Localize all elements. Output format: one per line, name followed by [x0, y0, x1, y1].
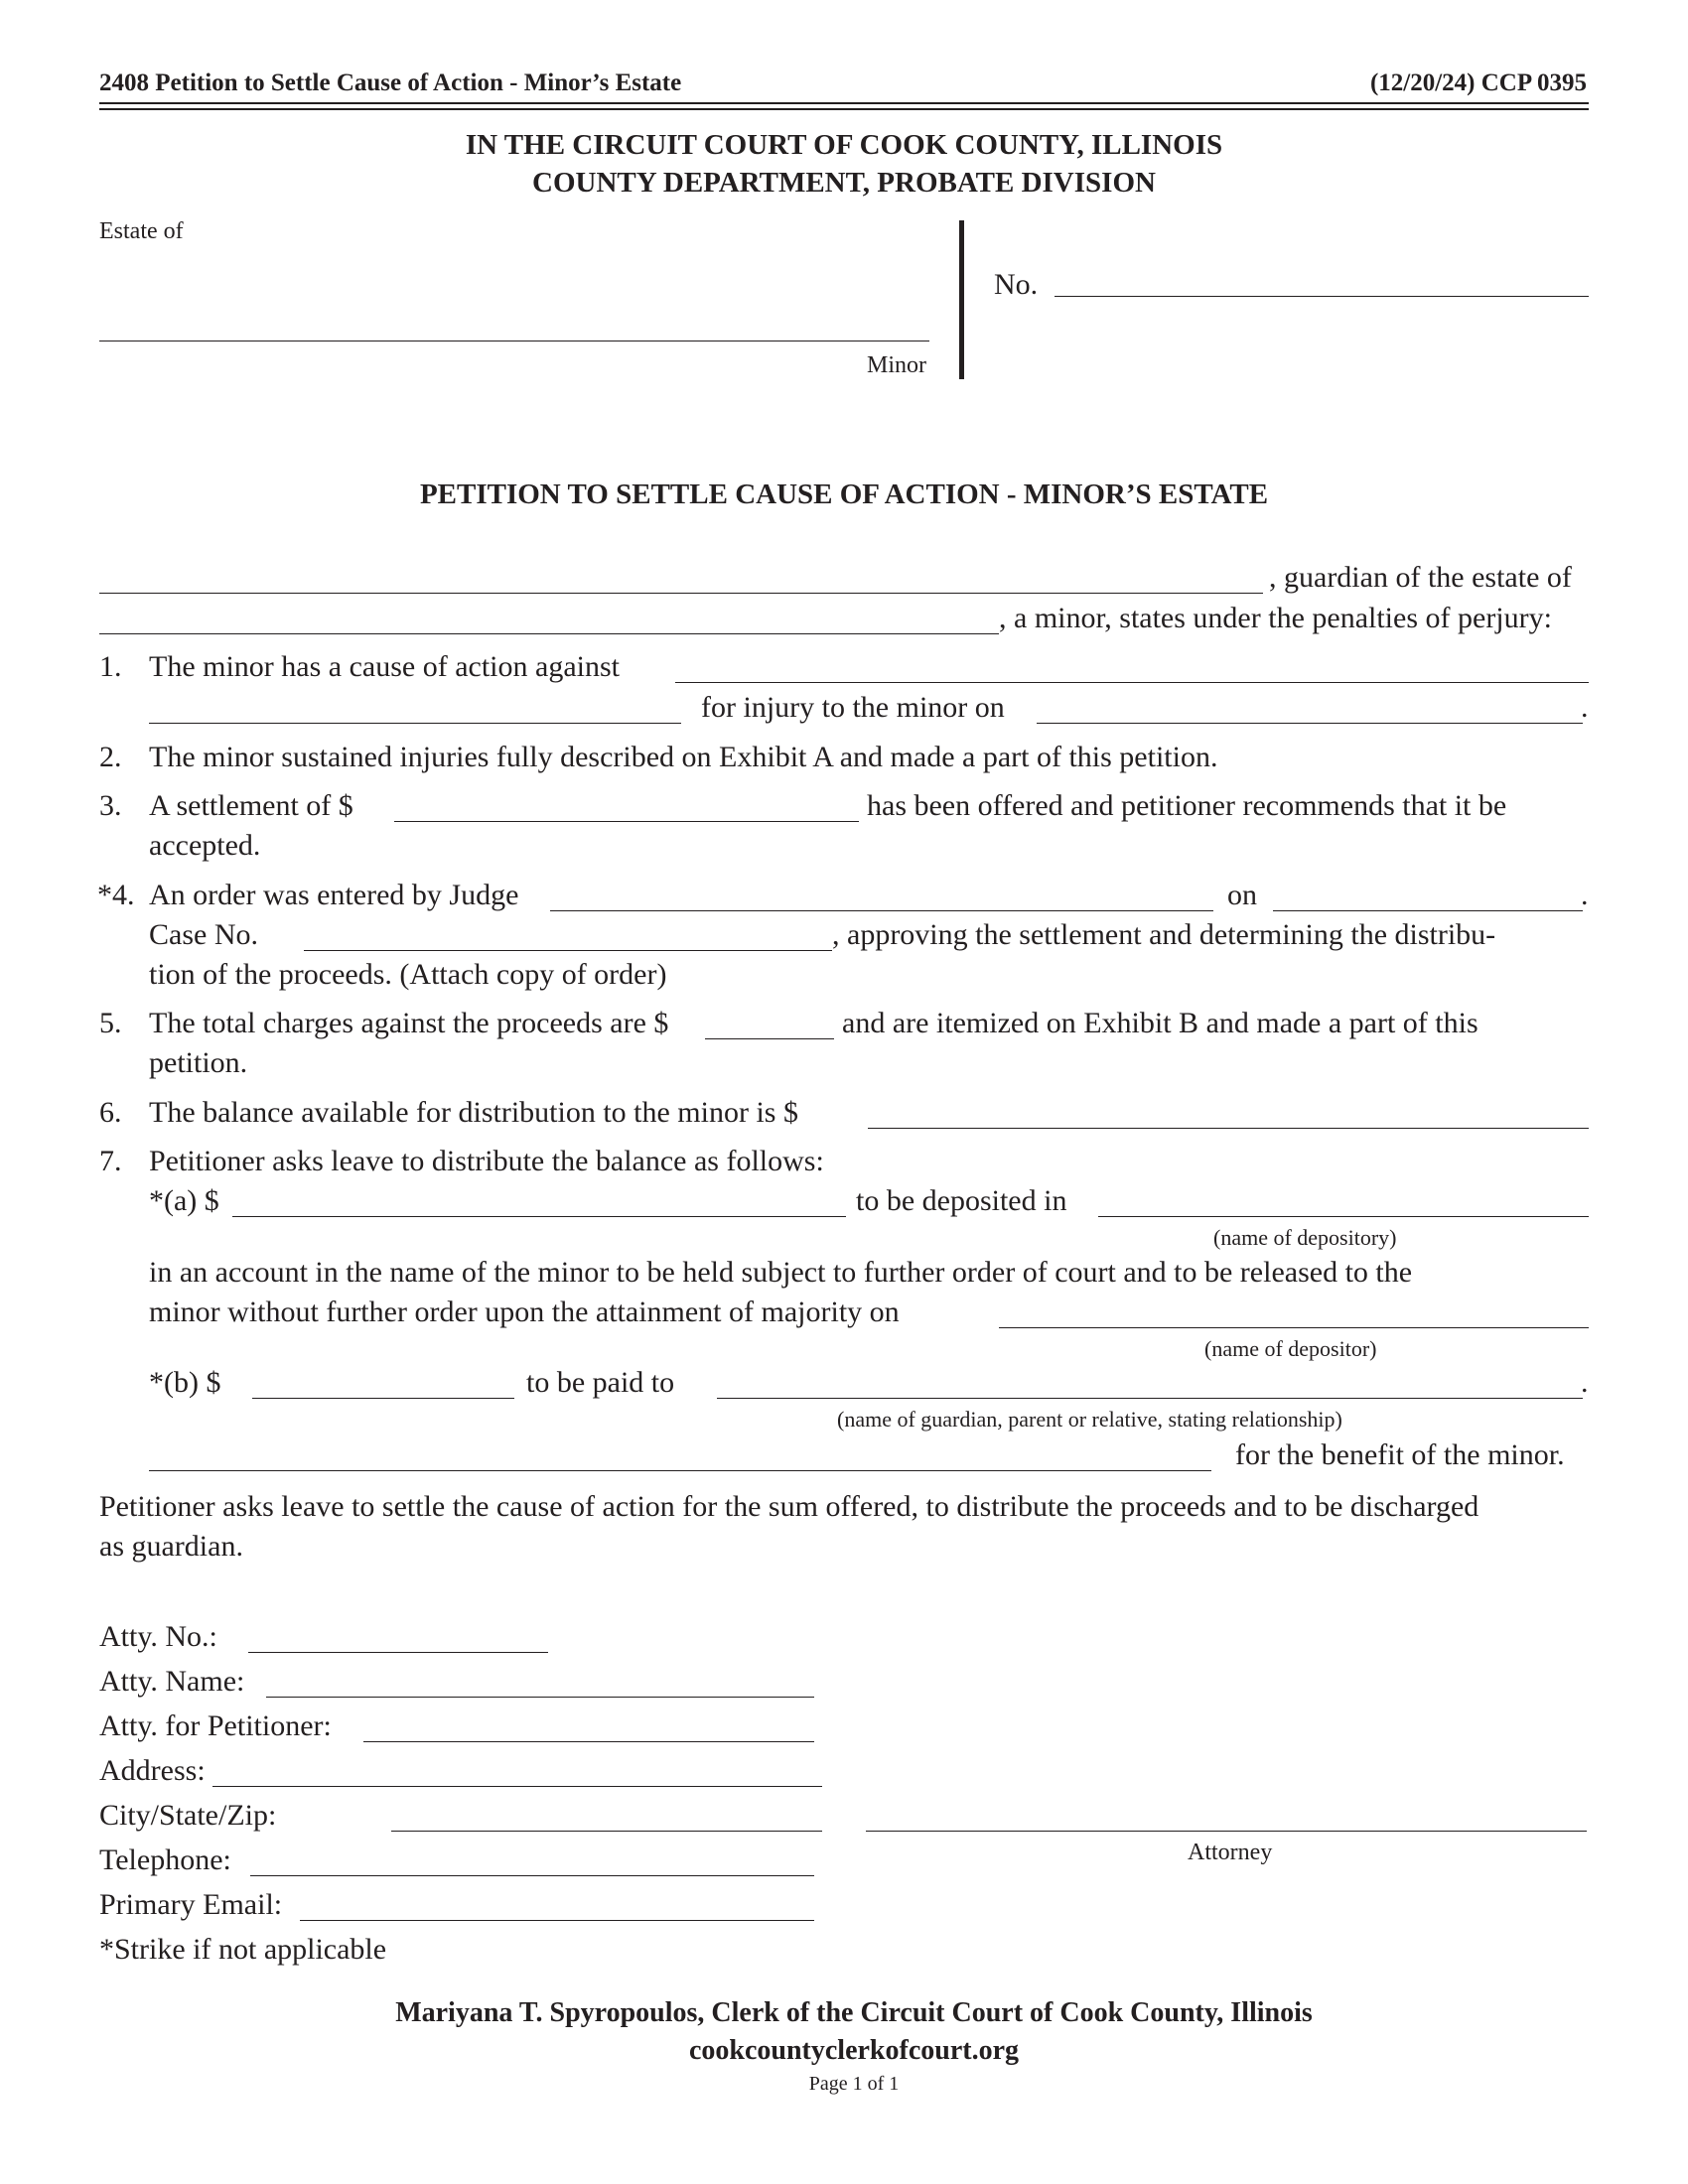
item-5-petition-text: petition.: [149, 1046, 248, 1079]
item-1-number: 1.: [99, 650, 122, 683]
form-title: 2408 Petition to Settle Cause of Action - Minor’s Estate: [99, 69, 682, 96]
judge-name-field[interactable]: [550, 910, 1213, 911]
item-7a-deposited-text: to be deposited in: [856, 1184, 1067, 1217]
item-7b-label: *(b) $: [149, 1366, 221, 1399]
item-5-number: 5.: [99, 1007, 122, 1039]
item-6-text: The balance available for distribution to the minor is $: [149, 1096, 798, 1129]
deposit-amount-field[interactable]: [232, 1216, 846, 1217]
item-4-period: .: [1581, 879, 1589, 911]
atty-no-label: Atty. No.:: [99, 1620, 217, 1653]
item-2-number: 2.: [99, 741, 122, 773]
item-3-text: A settlement of $: [149, 789, 353, 822]
item-7b-benefit-text: for the benefit of the minor.: [1235, 1438, 1565, 1471]
atty-name-label: Atty. Name:: [99, 1665, 245, 1698]
minor-label: Minor: [867, 352, 926, 378]
footer-website: cookcountyclerkofcourt.org: [688, 2035, 1020, 2066]
item-4-case-label: Case No.: [149, 918, 258, 951]
closing-text-2: as guardian.: [99, 1530, 243, 1563]
item-4-approving-text: , approving the settlement and determining the distribu-: [832, 918, 1496, 951]
item-7a-label: *(a) $: [149, 1184, 219, 1217]
case-number-field[interactable]: [1055, 296, 1589, 297]
total-charges-field[interactable]: [705, 1038, 834, 1039]
depositor-caption: (name of depositor): [1204, 1336, 1377, 1361]
item-7-text: Petitioner asks leave to distribute the balance as follows:: [149, 1145, 824, 1177]
item-4-on-text: on: [1227, 879, 1257, 911]
item-3-recommend-text: has been offered and petitioner recommends that it be: [867, 789, 1507, 822]
header-rule-top: [99, 102, 1589, 104]
footer-clerk: Mariyana T. Spyropoulos, Clerk of the Circuit Court of Cook County, Illinois: [395, 1997, 1313, 2028]
depository-caption: (name of depository): [1213, 1225, 1397, 1250]
address-field[interactable]: [212, 1786, 822, 1787]
closing-text-1: Petitioner asks leave to settle the cause of action for the sum offered, to distribute the proceeds and to be discharged: [99, 1490, 1479, 1523]
footer-page: Page 1 of 1: [808, 2073, 900, 2095]
item-7a-account-text-2: minor without further order upon the attainment of majority on: [149, 1296, 900, 1328]
item-1-period: .: [1581, 691, 1589, 724]
atty-for-label: Atty. for Petitioner:: [99, 1709, 332, 1742]
depositor-field[interactable]: [999, 1327, 1589, 1328]
item-5-text: The total charges against the proceeds are $: [149, 1007, 669, 1039]
email-field[interactable]: [300, 1920, 814, 1921]
attorney-signature-label: Attorney: [1188, 1840, 1273, 1865]
caption-divider: [959, 220, 964, 379]
item-4-case-number-field[interactable]: [304, 950, 832, 951]
atty-no-field[interactable]: [248, 1652, 548, 1653]
order-date-field[interactable]: [1273, 910, 1583, 911]
item-1-injury-text: for injury to the minor on: [701, 691, 1005, 724]
city-field[interactable]: [391, 1831, 822, 1832]
email-label: Primary Email:: [99, 1888, 283, 1921]
address-label: Address:: [99, 1754, 206, 1787]
defendant-field[interactable]: [675, 682, 1589, 683]
payment-amount-field[interactable]: [252, 1398, 514, 1399]
court-line-1: IN THE CIRCUIT COURT OF COOK COUNTY, ILLINOIS: [465, 129, 1223, 161]
item-4-number: *4.: [97, 879, 135, 911]
item-5-itemized-text: and are itemized on Exhibit B and made a part of this: [842, 1007, 1478, 1039]
atty-for-field[interactable]: [363, 1741, 814, 1742]
defendant-field-2[interactable]: [149, 723, 681, 724]
guardian-name-field[interactable]: [99, 593, 1263, 594]
item-3-number: 3.: [99, 789, 122, 822]
guardian-text: , guardian of the estate of: [1269, 561, 1572, 594]
minor-perjury-text: , a minor, states under the penalties of perjury:: [999, 602, 1552, 634]
injury-date-field[interactable]: [1037, 723, 1583, 724]
header-rule-bottom: [99, 108, 1589, 110]
minor-name-field-2[interactable]: [99, 633, 999, 634]
telephone-field[interactable]: [250, 1875, 814, 1876]
form-code: (12/20/24) CCP 0395: [1369, 69, 1587, 96]
attorney-signature-field[interactable]: [866, 1831, 1587, 1832]
case-number-label: No.: [994, 268, 1039, 301]
settlement-amount-field[interactable]: [394, 821, 859, 822]
strike-note: *Strike if not applicable: [99, 1933, 387, 1966]
court-line-2: COUNTY DEPARTMENT, PROBATE DIVISION: [532, 167, 1156, 199]
item-3-accepted-text: accepted.: [149, 829, 261, 862]
item-4-text: An order was entered by Judge: [149, 879, 519, 911]
balance-field[interactable]: [868, 1128, 1589, 1129]
estate-of-label: Estate of: [99, 218, 184, 244]
item-2-text: The minor sustained injuries fully described on Exhibit A and made a part of this petition.: [149, 741, 1218, 773]
item-7b-paid-text: to be paid to: [526, 1366, 675, 1399]
item-4-attach-text: tion of the proceeds. (Attach copy of order): [149, 958, 667, 991]
city-label: City/State/Zip:: [99, 1799, 277, 1832]
petition-title: PETITION TO SETTLE CAUSE OF ACTION - MINOR’S ESTATE: [419, 478, 1269, 510]
item-7b-period: .: [1581, 1366, 1589, 1399]
depository-field[interactable]: [1098, 1216, 1589, 1217]
item-6-number: 6.: [99, 1096, 122, 1129]
item-7-number: 7.: [99, 1145, 122, 1177]
item-1-text: The minor has a cause of action against: [149, 650, 620, 683]
item-7a-account-text-1: in an account in the name of the minor to be held subject to further order of court and to be released to the: [149, 1256, 1413, 1289]
payee-caption: (name of guardian, parent or relative, stating relationship): [837, 1407, 1342, 1432]
telephone-label: Telephone:: [99, 1843, 231, 1876]
payee-field[interactable]: [717, 1398, 1583, 1399]
payee-field-2[interactable]: [149, 1470, 1211, 1471]
atty-name-field[interactable]: [266, 1697, 814, 1698]
